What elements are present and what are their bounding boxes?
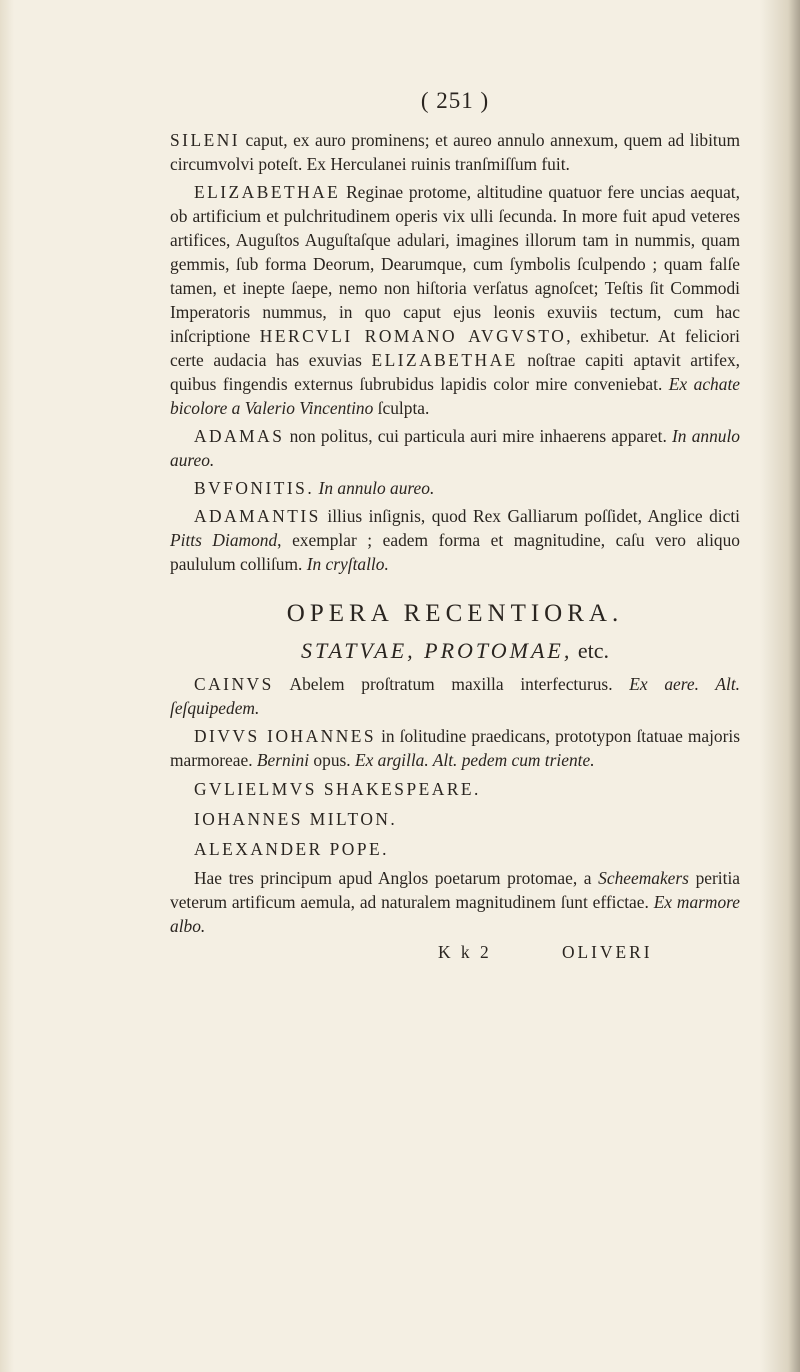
work-johannes — [170, 724, 740, 772]
entry-elizabethae — [170, 180, 740, 420]
entry-name: ADAMANTIS — [194, 506, 321, 526]
entry-text: Reginae protome, altitudine quatuor fere uncias aequat, ob artificium et pulchritudinem operis vix ulli ſecunda. In more fuit apud veteres artifices, Auguſtos Auguſtaſque adulari, imagines illorum tam in nummis, quam gemmis, ſub forma Deorum, Dearumque, cum ſymbolis ſculpendo ; quam falſe tamen, et inepte ſaepe, nemo non hiſtoria verſatus agnoſcet; Teſtis ſit Commodi Imperatoris nummus, in quo caput ejus leonis exuviis tectum, cum hac inſcriptione — [170, 182, 740, 346]
entry-material: In cryſtallo. — [306, 554, 389, 574]
artist-name: Bernini — [256, 750, 310, 770]
subheading-text: STATVAE, PROTOMAE, — [301, 638, 573, 663]
signature-mark: K k 2 — [438, 942, 492, 962]
maker-name: Scheemakers — [598, 868, 689, 888]
entry-name: ELIZABETHAE — [194, 182, 341, 202]
catchword: OLIVERI — [562, 942, 653, 962]
work-text: Abelem proſtratum maxilla interfecturus. — [273, 674, 630, 694]
note-text: peritia veterum artificum aemula, ad naturalem magnitudinem ſunt effictae. — [170, 868, 740, 912]
entry-text: , exhibetur. At feliciori certe audacia has exuvias — [170, 326, 740, 370]
work-name: CAINVS — [194, 674, 274, 694]
entry-name: ADAMAS — [194, 426, 285, 446]
entry-text: illius inſignis, quod Rex Galliarum poſſidet, Anglice dicti — [320, 506, 740, 526]
work-milton: IOHANNES MILTON. — [194, 809, 398, 829]
entry-name: BVFONITIS. — [194, 478, 315, 498]
entry-adamas — [170, 424, 740, 472]
entry-material: In annulo aureo. — [170, 426, 741, 470]
page-edge-shadow — [760, 0, 800, 1372]
entry-text: ſculpta. — [373, 398, 430, 418]
work-pope: ALEXANDER POPE. — [194, 839, 389, 859]
pitt-diamond: Pitts Diamond — [170, 530, 278, 550]
work-shakespeare: GVLIELMVS SHAKESPEARE. — [194, 779, 481, 799]
entry-text: caput, ex auro prominens; et aureo annulo annexum, quem ad libitum circumvolvi poteſt. Ex Herculanei ruinis tranſmiſſum fuit. — [170, 130, 740, 174]
note-text: Hae tres principum apud Anglos poetarum protomae, a — [194, 868, 599, 888]
work-material: Ex argilla. Alt. pedem cum triente. — [354, 750, 595, 770]
work-name: DIVVS IOHANNES — [194, 726, 377, 746]
page-text — [170, 88, 740, 964]
entry-material: Ex achate bicolore a Valerio Vincentino — [170, 374, 740, 418]
entry-bufonitis — [170, 476, 740, 500]
entry-text: , exemplar ; eadem forma et magnitudine, caſu vero aliquo paululum colliſum. — [170, 530, 741, 574]
entry-text: non politus, cui particula auri mire inhaerens apparet. — [284, 426, 673, 446]
page-gutter-shadow — [0, 0, 14, 1372]
work-text: in ſolitudine praedicans, prototypon ſtatuae majoris marmoreae. — [170, 726, 740, 770]
entry-sileni — [170, 128, 740, 176]
entry-name: SILENI — [170, 130, 241, 150]
entry-name-repeat: ELIZABETHAE — [371, 350, 518, 370]
inscription: HERCVLI ROMANO AVGVSTO — [259, 326, 567, 346]
work-material: Ex marmore albo. — [170, 892, 740, 936]
page-number: ( 251 ) — [420, 88, 490, 113]
entry-material: In annulo aureo. — [318, 478, 435, 498]
entry-adamantis — [170, 504, 740, 576]
page-footer — [170, 940, 740, 964]
work-cainus — [170, 672, 740, 720]
section-heading: OPERA RECENTIORA. — [286, 600, 624, 627]
entry-text: noſtrae capiti aptavit artifex, quibus fingendis externus ſubrubidus lapidis color mire conveniebat. — [170, 350, 740, 394]
work-material: Ex aere. Alt. ſeſquipedem. — [170, 674, 740, 718]
work-text: opus. — [309, 750, 355, 770]
poets-note — [170, 866, 740, 938]
section-subheading — [170, 638, 740, 664]
subheading-etc: etc. — [572, 638, 609, 663]
